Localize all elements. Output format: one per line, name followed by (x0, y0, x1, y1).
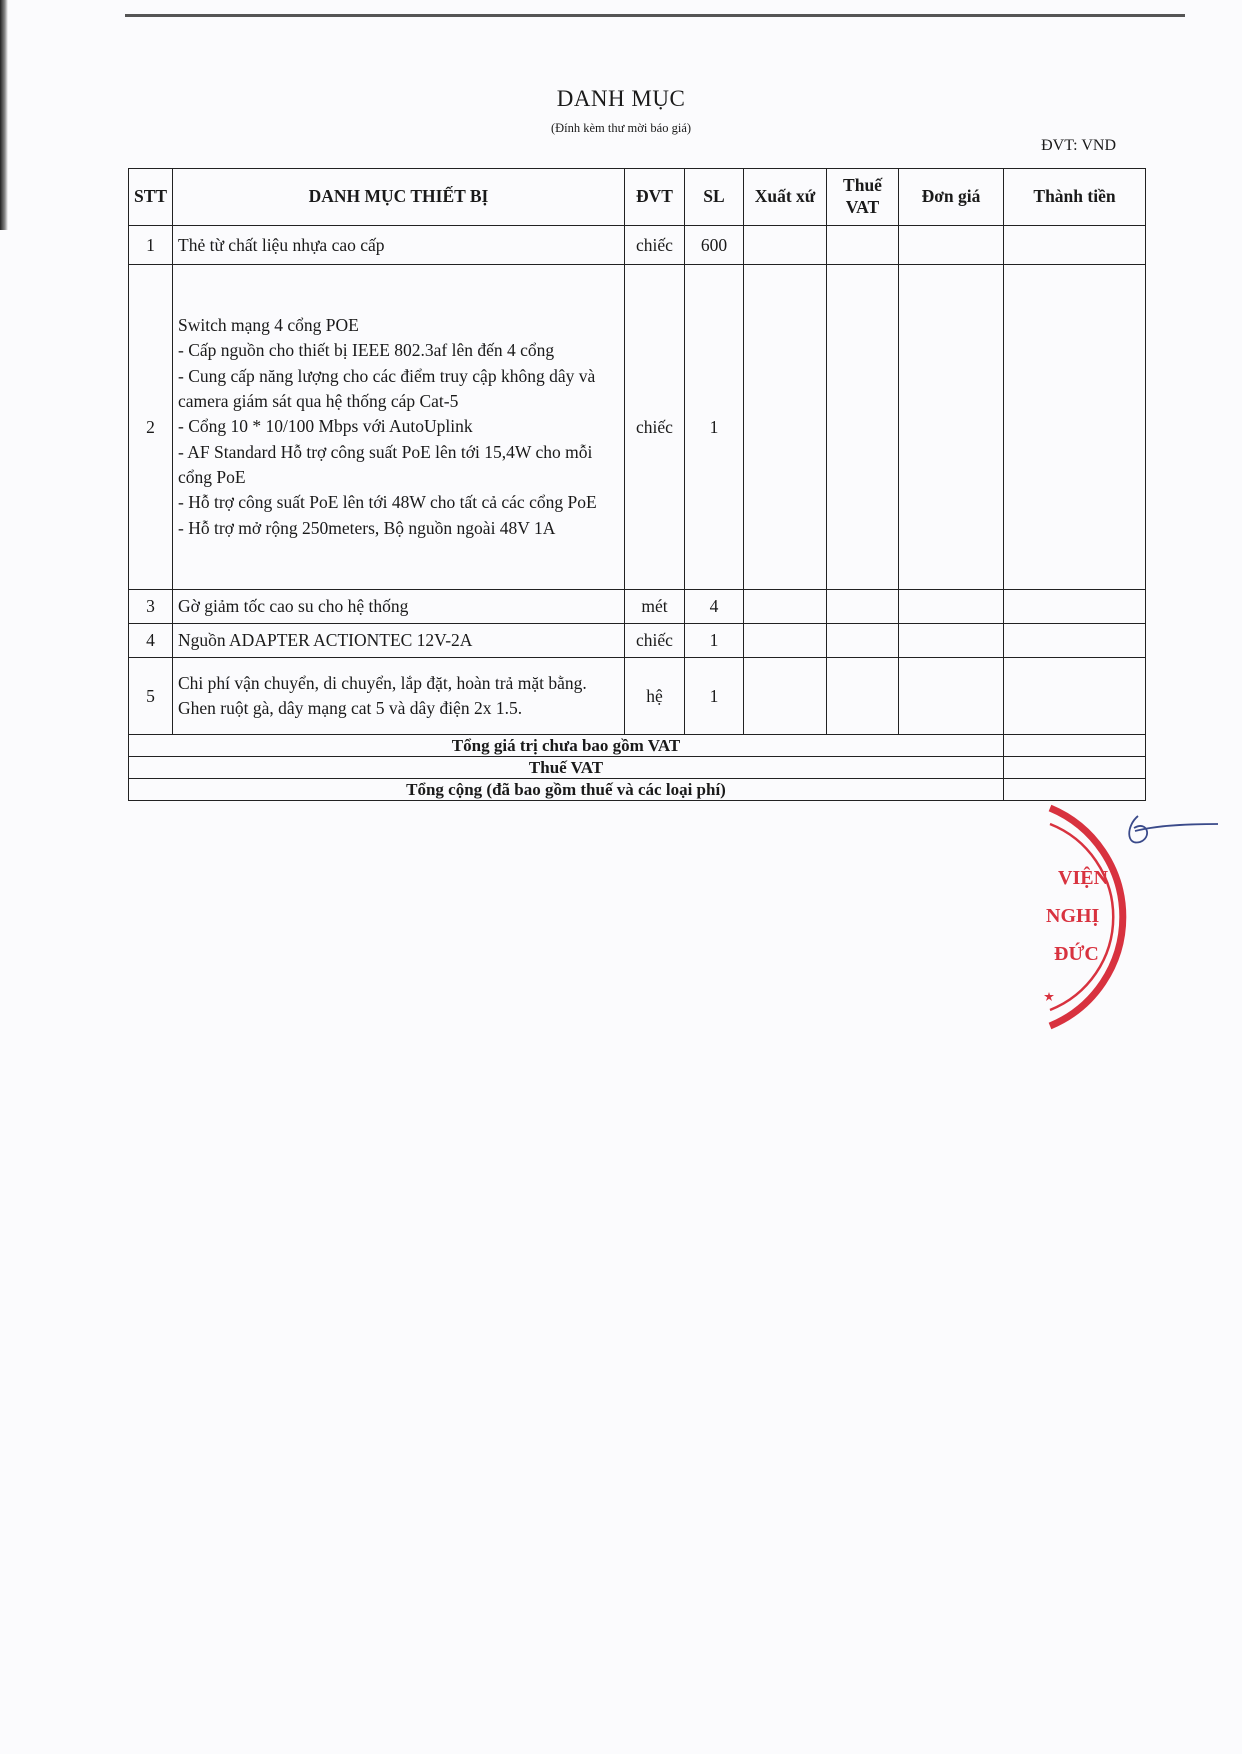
cell-item: Thẻ từ chất liệu nhựa cao cấp (173, 226, 625, 265)
scan-top-border (125, 14, 1185, 17)
cell-unit: chiếc (625, 226, 685, 265)
cell-total (1004, 265, 1146, 590)
col-header-unit-price: Đơn giá (899, 169, 1004, 226)
scan-edge-shadow (0, 0, 8, 230)
cell-unit: hệ (625, 658, 685, 735)
cell-total (1004, 226, 1146, 265)
cell-unit-price (899, 226, 1004, 265)
item-line: - Hỗ trợ mở rộng 250meters, Bộ nguồn ngoài 48V 1A (178, 517, 556, 538)
cell-unit: chiếc (625, 265, 685, 590)
page-subtitle: (Đính kèm thư mời báo giá) (550, 121, 692, 135)
summary-row-vat (129, 757, 1146, 779)
table-row (129, 590, 1146, 624)
cell-unit-price (899, 590, 1004, 624)
cell-qty: 600 (685, 226, 744, 265)
cell-stt: 5 (129, 658, 173, 735)
cell-origin (744, 590, 827, 624)
cell-qty: 1 (685, 265, 744, 590)
item-line: - Cung cấp năng lượng cho các điểm truy cập không dây và camera giám sát qua hệ thống cáp Cat-5 (178, 365, 596, 411)
cell-vat (827, 226, 899, 265)
cell-vat (827, 624, 899, 658)
col-header-qty: SL (685, 169, 744, 226)
seal-star-icon (1044, 992, 1054, 1001)
seal-text-line: ĐỨC (1054, 943, 1099, 965)
summary-row-subtotal (129, 735, 1146, 757)
cell-item: Gờ giảm tốc cao su cho hệ thống (173, 590, 625, 624)
col-header-origin: Xuất xứ (744, 169, 827, 226)
seal-text-line: VIỆN (1058, 867, 1109, 889)
cell-qty: 1 (685, 658, 744, 735)
cell-item: Nguồn ADAPTER ACTIONTEC 12V-2A (173, 624, 625, 658)
cell-qty: 1 (685, 624, 744, 658)
col-header-unit: ĐVT (625, 169, 685, 226)
seal-text-line: NGHỊ (1046, 905, 1100, 927)
cell-origin (744, 265, 827, 590)
summary-value (1004, 735, 1146, 757)
currency-unit: ĐVT: VND (1041, 137, 1116, 154)
cell-unit: chiếc (625, 624, 685, 658)
cell-origin (744, 624, 827, 658)
cell-origin (744, 658, 827, 735)
cell-stt: 3 (129, 590, 173, 624)
summary-row-grand-total (129, 779, 1146, 801)
table-header-row (129, 169, 1146, 226)
col-header-stt: STT (129, 169, 173, 226)
item-line: - AF Standard Hỗ trợ công suất PoE lên tới 15,4W cho mỗi cổng PoE (178, 441, 593, 488)
cell-unit-price (899, 624, 1004, 658)
cell-stt: 4 (129, 624, 173, 658)
cell-vat (827, 590, 899, 624)
cell-vat (827, 265, 899, 590)
cell-item (173, 265, 625, 590)
summary-label: Thuế VAT (129, 757, 1004, 779)
cell-vat (827, 658, 899, 735)
table-row (129, 265, 1146, 590)
item-line: Switch mạng 4 cổng POE (178, 314, 359, 335)
official-seal-stamp (1030, 796, 1230, 1036)
cell-stt: 2 (129, 265, 173, 590)
table-row (129, 226, 1146, 265)
summary-value (1004, 757, 1146, 779)
item-line: - Cấp nguồn cho thiết bị IEEE 802.3af lên đến 4 cổng (178, 340, 555, 361)
cell-unit: mét (625, 590, 685, 624)
cell-total (1004, 658, 1146, 735)
item-line: - Cổng 10 * 10/100 Mbps với AutoUplink (178, 416, 473, 437)
col-header-vat: Thuế VAT (827, 169, 899, 226)
cell-origin (744, 226, 827, 265)
item-line: - Hỗ trợ công suất PoE lên tới 48W cho tất cả các cổng PoE (178, 492, 597, 513)
cell-item: Chi phí vận chuyển, di chuyển, lắp đặt, hoàn trả mặt bằng. Ghen ruột gà, dây mạng cat 5 và dây điện 2x 1.5. (173, 658, 625, 735)
table-row (129, 624, 1146, 658)
equipment-table (128, 168, 1146, 801)
cell-total (1004, 624, 1146, 658)
cell-qty: 4 (685, 590, 744, 624)
col-header-item: DANH MỤC THIẾT BỊ (173, 169, 625, 226)
col-header-total: Thành tiền (1004, 169, 1146, 226)
cell-total (1004, 590, 1146, 624)
summary-label: Tổng giá trị chưa bao gồm VAT (129, 735, 1004, 757)
cell-stt: 1 (129, 226, 173, 265)
cell-unit-price (899, 658, 1004, 735)
table-row (129, 658, 1146, 735)
summary-label: Tổng cộng (đã bao gồm thuế và các loại phí) (129, 779, 1004, 801)
cell-unit-price (899, 265, 1004, 590)
page-title: DANH MỤC (556, 86, 686, 111)
